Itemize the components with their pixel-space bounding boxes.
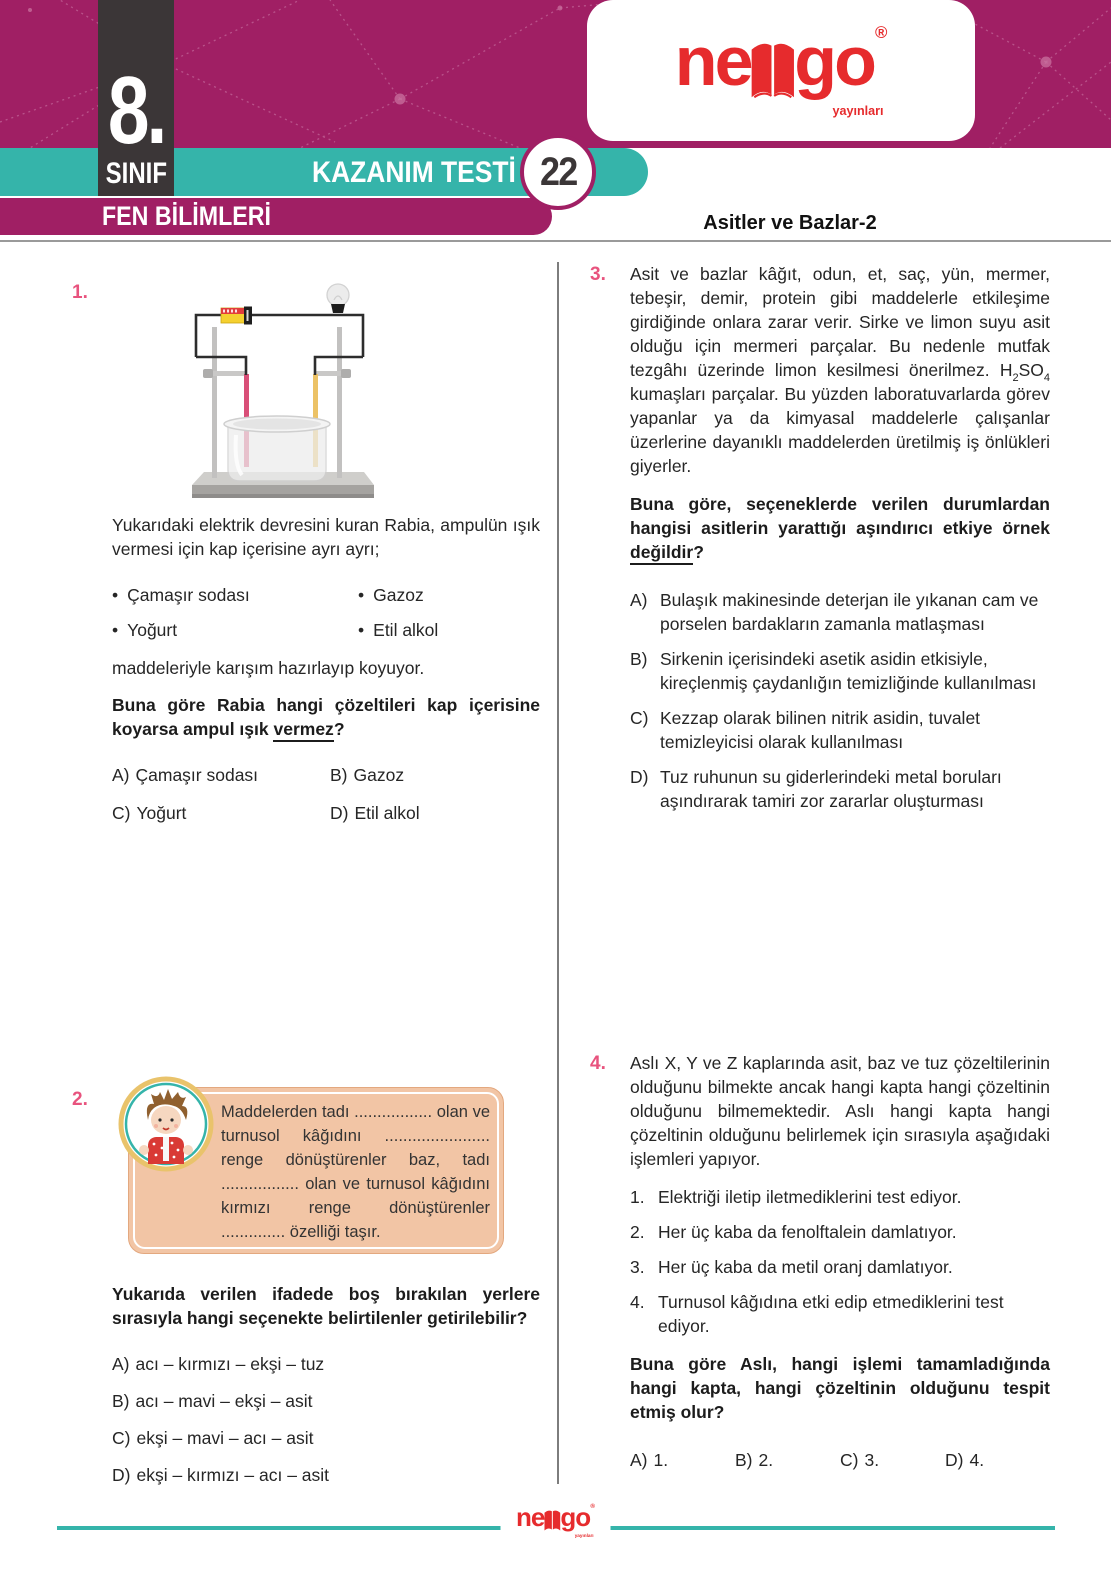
test-number: 22 <box>539 149 577 194</box>
bullet-item: • Etil alkol <box>358 620 439 640</box>
question-2-options <box>112 1352 540 1487</box>
header-divider-line <box>0 240 1111 242</box>
question-3-paragraph: Asit ve bazlar kâğıt, odun, et, saç, yün, mermer, tebeşir, demir, protein gibi maddelerle etkileşime girdiğinde onlara zarar verir. Sirke ve limon suyu asit olduğu için mermeri parçalar. Bu nedenle mutfak tezgâhı üzerinde limon kesilmesi önerilmez. $H_2SO_4$ kumaşları parçalar. Bu yüzden laboratuvarlarda görev yapanlar ya da kimyasal maddelerle çalışanlar üzerlerine dayanıklı maddelerden üretilmiş iş önlükleri giyerler. <box>630 264 1050 476</box>
logo-text-go: go <box>794 21 875 100</box>
subject-band <box>0 198 552 235</box>
option-b: B) Gazoz <box>330 765 405 785</box>
step-1: 1. Elektriği iletip iletmediklerini test ediyor. <box>630 1187 962 1207</box>
option-c: C) Yoğurt <box>112 803 187 823</box>
beaker <box>224 416 330 481</box>
option-b: B) 2. <box>735 1450 774 1470</box>
bullet-dot: • <box>112 620 119 640</box>
question-4-stem: Buna göre Aslı, hangi işlemi tamamladığında hangi kapta, hangi çözeltinin olduğunu tespit etmiş olur? <box>630 1354 1050 1422</box>
option-d: D) 4. <box>945 1450 985 1470</box>
question-4-number: 4. <box>590 1053 606 1074</box>
circuit-illustration <box>188 280 378 505</box>
column-divider <box>557 262 559 1484</box>
publisher-logo-box <box>587 0 975 141</box>
bullet-dot: • <box>358 620 365 640</box>
book-icon <box>749 26 797 116</box>
bullet-item: • Yoğurt <box>112 620 178 640</box>
book-icon <box>544 1504 562 1537</box>
boy-avatar <box>118 1076 214 1172</box>
topic-title: Asitler ve Bazlar-2 <box>703 212 877 234</box>
step-4: 4. Turnusol kâğıdına etki edip etmediklerini test ediyor. <box>630 1292 1004 1336</box>
question-2-stem: Yukarıda verilen ifadede boş bırakılan yerlere sırasıyla hangi seçenekte belirtilenler getirilebilir? <box>112 1284 540 1328</box>
step-2: 2. Her üç kaba da fenolftalein damlatıyor. <box>630 1222 957 1242</box>
option-a: A) Bulaşık makinesinde deterjan ile yıkanan cam ve porselen bardakların zamanla matlaşması <box>630 590 1039 634</box>
question-3 <box>590 262 1050 813</box>
question-1-intro: Yukarıdaki elektrik devresini kuran Rabia, ampulün ışık vermesi için kap içerisine ayrı ayrı; <box>112 515 540 559</box>
left-column <box>72 258 540 1487</box>
question-1-outro: maddeleriyle karışım hazırlayıp koyuyor. <box>112 658 425 678</box>
logo-text-ne: ne <box>516 1502 545 1532</box>
registered-mark: ® <box>874 23 888 43</box>
option-d: D) Etil alkol <box>330 803 420 823</box>
subject-label: FEN BİLİMLERİ <box>102 201 271 231</box>
question-3-number: 3. <box>590 264 606 285</box>
question-3-stem: Buna göre, seçeneklerde verilen durumlardan hangisi asitlerin yarattığı aşındırıcı etkiye örnek değildir? <box>630 492 1050 564</box>
logo-subtitle: yayınları <box>832 104 884 119</box>
question-4-options <box>630 1448 1050 1472</box>
grade-number: 8. <box>107 56 165 164</box>
logo-subtitle: yayınları <box>574 1532 594 1538</box>
question-4-steps <box>630 1185 1050 1338</box>
question-4 <box>590 1051 1050 1472</box>
logo-text-ne: ne <box>674 21 751 100</box>
registered-mark: ® <box>590 1502 595 1510</box>
underlined-word: vermez <box>273 719 333 742</box>
option-a: A) Çamaşır sodası <box>112 765 259 785</box>
bullet-item: • Çamaşır sodası <box>112 585 250 605</box>
question-1-stem: Buna göre Rabia hangi çözeltileri kap içerisine koyarsa ampul ışık vermez? <box>112 693 540 741</box>
step-3: 3. Her üç kaba da metil oranj damlatıyor. <box>630 1257 953 1277</box>
callout-text: Maddelerden tadı ................. olan ve turnusol kâğıdını ....................... renge dönüştürenler baz, tadı ................. olan ve turnusol kâğıdını kırmızı renge dönüştürenler .............. özelliği taşır. <box>221 1103 490 1241</box>
logo-text-go: go <box>560 1502 591 1532</box>
question-1-number: 1. <box>72 282 88 303</box>
footer-logo-box <box>500 1502 611 1545</box>
test-number-badge <box>520 134 596 210</box>
band-title: KAZANIM TESTİ <box>312 156 516 189</box>
right-column <box>590 258 1050 1472</box>
question-2 <box>72 1087 540 1487</box>
question-1 <box>72 280 540 825</box>
grade-word: SINIF <box>105 157 167 190</box>
question-2-number: 2. <box>72 1089 88 1110</box>
option-b: B) Sirkenin içerisindeki asetik asidin etkisiyle, kireçlenmiş çaydanlığın temizliğinde kullanılması <box>630 649 1037 693</box>
option-b: B) acı – mavi – ekşi – asit <box>112 1391 313 1411</box>
question-4-intro: Aslı X, Y ve Z kaplarında asit, baz ve tuz çözeltilerinin olduğunu bilmekte ancak hangi kapta hangi çözeltinin olduğunu bilmemektedir. Aslı hangi kapta hangi çözeltinin olduğunu belirlemek için sırasıyla aşağıdaki işlemleri yapıyor. <box>630 1053 1050 1169</box>
option-c: C) ekşi – mavi – acı – asit <box>112 1428 314 1448</box>
option-c: C) Kezzap olarak bilinen nitrik asidin, tuvalet temizleyicisi olarak kullanılması <box>630 708 981 752</box>
nego-logo <box>674 21 888 119</box>
bullet-dot: • <box>112 585 119 605</box>
bullet-item: • Gazoz <box>358 585 424 605</box>
option-d: D) ekşi – kırmızı – acı – asit <box>112 1465 330 1485</box>
grade-tab <box>98 0 174 196</box>
chemical-formula: $H_2SO_4$ <box>999 360 1050 384</box>
option-c: C) 3. <box>840 1450 880 1470</box>
underlined-word: değildir <box>630 542 693 565</box>
battery-icon <box>221 307 252 325</box>
option-a: A) acı – kırmızı – ekşi – tuz <box>112 1354 325 1374</box>
bullet-dot: • <box>358 585 365 605</box>
question-3-options <box>630 588 1050 813</box>
question-1-bullets <box>112 583 540 642</box>
bulb-icon <box>327 284 349 313</box>
option-a: A) 1. <box>630 1450 669 1470</box>
nego-logo-small <box>516 1504 595 1537</box>
question-2-callout <box>128 1087 504 1254</box>
question-1-options <box>112 763 540 825</box>
option-d: D) Tuz ruhunun su giderlerindeki metal boruları aşındırarak tamiri zor zararlar oluşturması <box>630 767 1002 811</box>
